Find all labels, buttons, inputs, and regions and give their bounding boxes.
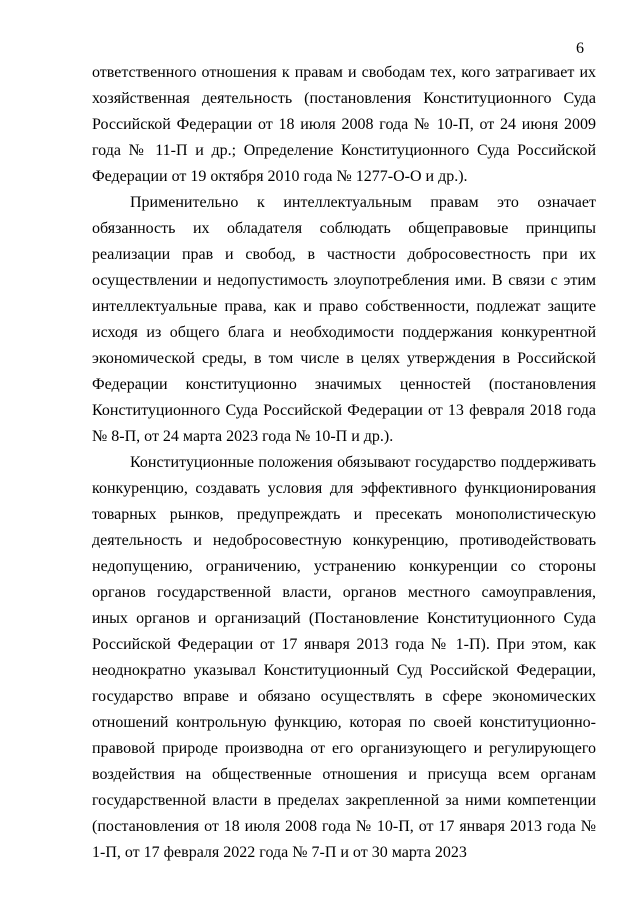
page-number: 6 [576, 40, 584, 57]
document-body [92, 60, 596, 866]
paragraph-continuation: ответственного отношения к правам и свободам тех, кого затрагивает их хозяйственная деятельность (постановления Конституционного Суда Российской Федерации от 18 июля 2008 года № 10-П, от 24 июня 2009 года № 11-П и др.; Определение Конституционного Суда Российской Федерации от 19 октября 2010 года № 1277-О-О и др.). [92, 64, 596, 185]
paragraph-competition: Конституционные положения обязывают государство поддерживать конкуренцию, создавать условия для эффективного функционирования товарных рынков, предупреждать и пресекать монополистическую деятельность и недобросовестную конкуренцию, противодействовать недопущению, ограничению, устранению конкуренции со стороны органов государственной власти, органов местного самоуправления, иных органов и организаций (Постановление Конституционного Суда Российской Федерации от 17 января 2013 года № 1-П). При этом, как неоднократно указывал Конституционный Суд Российской Федерации, государство вправе и обязано осуществлять в сфере экономических отношений контрольную функцию, которая по своей конституционно-правовой природе производна от его организующего и регулирующего воздействия на общественные отношения и присуща всем органам государственной власти в пределах закрепленной за ними компетенции (постановления от 18 июля 2008 года № 10-П, от 17 января 2013 года № 1-П, от 17 февраля 2022 года № 7-П и от 30 марта 2023 [92, 454, 596, 861]
paragraph-intellectual-rights: Применительно к интеллектуальным правам это означает обязанность их обладателя соблюдать общеправовые принципы реализации прав и свобод, в частности добросовестность при их осуществлении и недопустимость злоупотребления ими. В связи с этим интеллектуальные права, как и право собственности, подлежат защите исходя из общего блага и необходимости поддержания конкурентной экономической среды, в том числе в целях утверждения в Российской Федерации конституционно значимых ценностей (постановления Конституционного Суда Российской Федерации от 13 февраля 2018 года № 8-П, от 24 марта 2023 года № 10-П и др.). [92, 194, 596, 445]
